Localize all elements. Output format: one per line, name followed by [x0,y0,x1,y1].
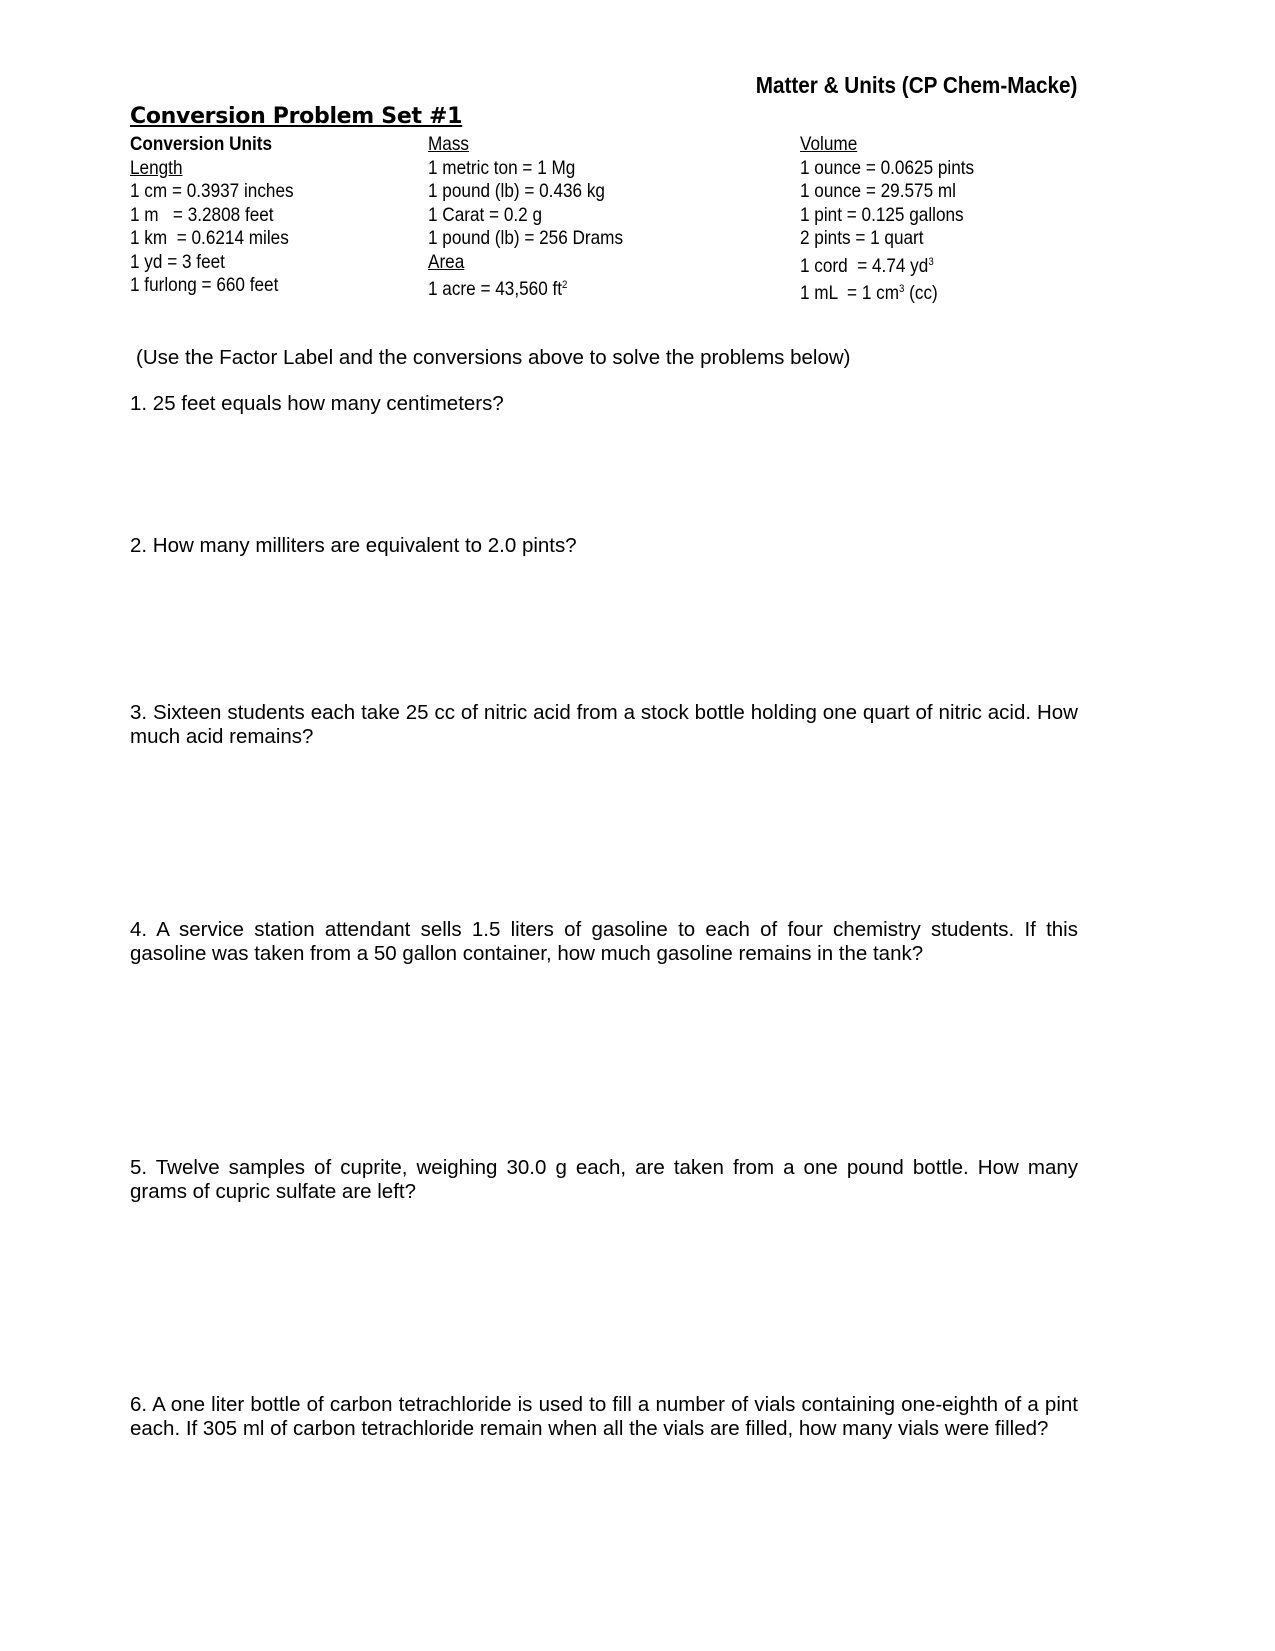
mass-item: 1 Carat = 0.2 g [428,203,543,226]
volume-item: 1 pint = 0.125 gallons [800,203,964,226]
mass-conversions [428,133,650,302]
volume-item-cord: 1 cord = 4.74 $yd^3$ [800,254,934,277]
question-4: 4. A service station attendant sells 1.5 liters of gasoline to each of four chemistry students. If this gasoline was taken from a 50 gallon container, how much gasoline remains in the tank? [130,918,1078,965]
length-item: 1 yd = 3 feet [130,250,225,273]
length-item: 1 m = 3.2808 feet [130,203,274,226]
area-label: Area [428,250,465,273]
volume-item-ml: 1 mL = 1 $cm^3$ (cc) [800,282,938,304]
volume-item: 1 ounce = 29.575 ml [800,180,956,202]
instructions: (Use the Factor Label and the conversions above to solve the problems below) [136,346,851,369]
problem-set-title: Conversion Problem Set #1 [130,104,463,129]
length-item: 1 km = 0.6214 miles [130,227,289,249]
length-label: Length [130,156,183,179]
mass-item: 1 pound (lb) = 0.436 kg [428,180,605,202]
mass-item: 1 pound (lb) = 256 Drams [428,227,624,249]
length-item: 1 cm = 0.3937 inches [130,180,294,202]
question-2: 2. How many milliters are equivalent to 2.0 pints? [130,534,577,557]
area-item: 1 acre = 43,560 $ft^2$ [428,278,568,300]
mass-item: 1 metric ton = 1 Mg [428,156,576,179]
question-6: 6. A one liter bottle of carbon tetrachloride is used to fill a number of vials containing one-eighth of a pint each. If 305 ml of carbon tetrachloride remain when all the vials are filled, how many vials were filled? [130,1393,1078,1440]
conversion-units-heading: Conversion Units [130,133,273,155]
question-1: 1. 25 feet equals how many centimeters? [130,392,504,415]
volume-item: 2 pints = 1 quart [800,227,924,249]
volume-conversions [800,133,998,306]
length-item: 1 furlong = 660 feet [130,274,279,296]
question-5: 5. Twelve samples of cuprite, weighing 30.0 g each, are taken from a one pound bottle. How many grams of cupric sulfate are left? [130,1156,1078,1203]
course-title: Matter & Units (CP Chem-Macke) [755,72,1077,98]
length-conversions [130,133,316,298]
mass-label: Mass [428,133,470,155]
volume-label: Volume [800,133,858,155]
question-3: 3. Sixteen students each take 25 cc of nitric acid from a stock bottle holding one quart of nitric acid. How much acid remains? [130,701,1078,748]
volume-item: 1 ounce = 0.0625 pints [800,156,975,179]
